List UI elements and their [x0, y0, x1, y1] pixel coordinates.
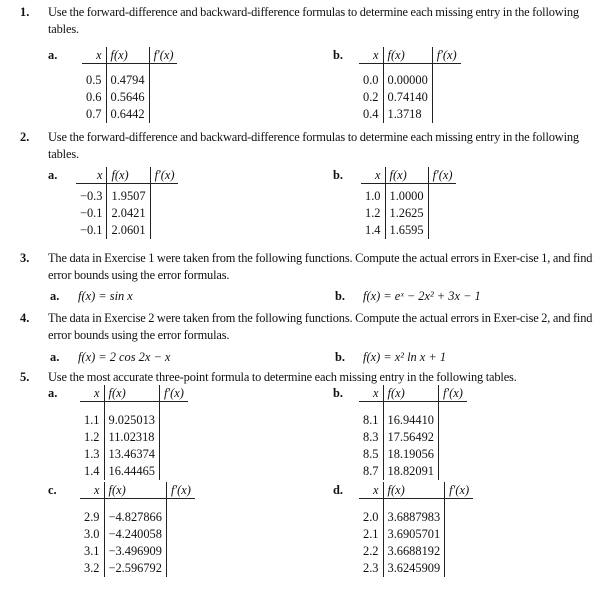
x-cell: 2.1 [359, 526, 383, 543]
fprime-cell [159, 402, 187, 430]
x-cell: 0.5 [82, 64, 106, 90]
fprime-cell [150, 205, 178, 222]
fx-cell: −4.827866 [104, 499, 166, 527]
fx-cell: 0.4794 [106, 64, 149, 90]
header-row [359, 385, 467, 402]
table-row [80, 526, 195, 543]
x-cell: 8.1 [359, 402, 383, 430]
column-header: f(x) [106, 47, 149, 64]
x-cell: 0.0 [359, 64, 383, 90]
fprime-cell [166, 499, 194, 527]
x-cell: 0.6 [82, 89, 106, 106]
header-row [82, 47, 177, 64]
formula: f(x) = x² ln x + 1 [363, 350, 447, 364]
value-table [80, 385, 188, 480]
part-label: a. [50, 289, 60, 303]
table-label: a. [48, 386, 58, 400]
x-cell: 2.9 [80, 499, 104, 527]
fprime-cell [149, 64, 177, 90]
column-header: f(x) [107, 167, 150, 184]
column-header: x [359, 385, 383, 402]
column-header: f′(x) [149, 47, 177, 64]
fprime-cell [432, 106, 460, 123]
column-header: f′(x) [166, 482, 194, 499]
header-row [76, 167, 178, 184]
column-header: f(x) [385, 167, 428, 184]
fprime-cell [445, 499, 473, 527]
x-cell: 0.4 [359, 106, 383, 123]
table-row [80, 543, 195, 560]
table-row [359, 89, 461, 106]
fprime-cell [150, 222, 178, 239]
table-label: c. [48, 483, 57, 497]
x-cell: −0.3 [76, 184, 107, 206]
x-cell: 1.4 [361, 222, 385, 239]
column-header: x [80, 385, 104, 402]
table-row [359, 446, 467, 463]
fprime-cell [438, 429, 466, 446]
table-row [359, 560, 473, 577]
fx-cell: 0.00000 [383, 64, 432, 90]
fprime-cell [445, 560, 473, 577]
fprime-cell [428, 205, 456, 222]
x-cell: 1.4 [80, 463, 104, 480]
formula: f(x) = sin x [78, 289, 133, 303]
fx-cell: 18.82091 [383, 463, 438, 480]
part-label: b. [335, 289, 345, 303]
table-row [359, 106, 461, 123]
value-table [359, 47, 461, 123]
value-table [359, 482, 473, 577]
fprime-cell [159, 463, 187, 480]
fx-cell: 2.0421 [107, 205, 150, 222]
table-row [82, 106, 177, 123]
table-label: a. [48, 48, 58, 62]
table-label: b. [333, 386, 343, 400]
column-header: x [76, 167, 107, 184]
part-b [335, 288, 481, 304]
fx-cell: 16.94410 [383, 402, 438, 430]
x-cell: 2.0 [359, 499, 383, 527]
fx-cell: 18.19056 [383, 446, 438, 463]
fx-cell: 11.02318 [104, 429, 159, 446]
x-cell: 3.1 [80, 543, 104, 560]
table-row [359, 463, 467, 480]
column-header: f′(x) [428, 167, 456, 184]
table-row [76, 205, 178, 222]
x-cell: 8.3 [359, 429, 383, 446]
exercise-text: The data in Exercise 1 were taken from the following functions. Compute the actual errors in Exer-cise 1, and find error bounds using the error formulas. [48, 251, 593, 282]
fx-cell: 13.46374 [104, 446, 159, 463]
column-header: f(x) [383, 47, 432, 64]
fprime-cell [445, 543, 473, 560]
fx-cell: 1.9507 [107, 184, 150, 206]
exercise-number: 1. [20, 5, 30, 19]
value-table [82, 47, 177, 123]
exercise-text: Use the forward-difference and backward-difference formulas to determine each missing entry in the following tables. [48, 5, 579, 36]
fprime-cell [432, 64, 460, 90]
value-table [76, 167, 178, 239]
fprime-cell [428, 222, 456, 239]
column-header: f′(x) [150, 167, 178, 184]
table-row [76, 222, 178, 239]
header-row [80, 482, 195, 499]
part-b [335, 349, 446, 365]
fx-cell: 17.56492 [383, 429, 438, 446]
fx-cell: 16.44465 [104, 463, 159, 480]
fx-cell: 1.2625 [385, 205, 428, 222]
x-cell: −0.1 [76, 205, 107, 222]
fprime-cell [159, 446, 187, 463]
fx-cell: 3.6887983 [383, 499, 445, 527]
fprime-cell [445, 526, 473, 543]
x-cell: 0.7 [82, 106, 106, 123]
fprime-cell [149, 106, 177, 123]
fprime-cell [166, 560, 194, 577]
formula: f(x) = 2 cos 2x − x [78, 350, 171, 364]
column-header: x [359, 47, 383, 64]
exercise-text: The data in Exercise 2 were taken from the following functions. Compute the actual errors in Exer-cise 2, and find error bounds using the error formulas. [48, 311, 593, 342]
table-row [359, 543, 473, 560]
column-header: f′(x) [438, 385, 466, 402]
fprime-cell [438, 402, 466, 430]
header-row [361, 167, 456, 184]
fx-cell: 9.025013 [104, 402, 159, 430]
fprime-cell [428, 184, 456, 206]
table-row [80, 560, 195, 577]
column-header: f(x) [104, 482, 166, 499]
fx-cell: 0.5646 [106, 89, 149, 106]
fx-cell: 0.74140 [383, 89, 432, 106]
fx-cell: −4.240058 [104, 526, 166, 543]
x-cell: 1.1 [80, 402, 104, 430]
table-row [76, 184, 178, 206]
table-row [361, 222, 456, 239]
x-cell: 8.5 [359, 446, 383, 463]
exercise-number: 3. [20, 251, 30, 265]
table-row [82, 64, 177, 90]
column-header: f′(x) [432, 47, 460, 64]
table-row [359, 526, 473, 543]
value-table [80, 482, 195, 577]
x-cell: 3.2 [80, 560, 104, 577]
x-cell: 1.3 [80, 446, 104, 463]
table-row [359, 64, 461, 90]
column-header: x [359, 482, 383, 499]
fx-cell: 1.3718 [383, 106, 432, 123]
table-label: a. [48, 168, 58, 182]
table-row [359, 429, 467, 446]
table-row [359, 402, 467, 430]
x-cell: 1.2 [361, 205, 385, 222]
fx-cell: −3.496909 [104, 543, 166, 560]
exercise-number: 2. [20, 130, 30, 144]
column-header: f′(x) [445, 482, 473, 499]
formula: f(x) = eˣ − 2x² + 3x − 1 [363, 289, 481, 303]
column-header: f(x) [104, 385, 159, 402]
x-cell: 0.2 [359, 89, 383, 106]
x-cell: 3.0 [80, 526, 104, 543]
column-header: x [80, 482, 104, 499]
exercise-text: Use the forward-difference and backward-difference formulas to determine each missing entry in the following tables. [48, 130, 579, 161]
fprime-cell [149, 89, 177, 106]
fprime-cell [159, 429, 187, 446]
part-label: b. [335, 350, 345, 364]
fx-cell: 3.6905701 [383, 526, 445, 543]
fx-cell: −2.596792 [104, 560, 166, 577]
x-cell: 2.2 [359, 543, 383, 560]
column-header: f′(x) [159, 385, 187, 402]
column-header: f(x) [383, 482, 445, 499]
part-a [50, 288, 133, 304]
x-cell: 1.0 [361, 184, 385, 206]
table-row [80, 446, 188, 463]
table-row [359, 499, 473, 527]
fx-cell: 1.0000 [385, 184, 428, 206]
x-cell: 1.2 [80, 429, 104, 446]
value-table [359, 385, 467, 480]
table-label: b. [333, 48, 343, 62]
header-row [359, 482, 473, 499]
table-row [80, 463, 188, 480]
x-cell: −0.1 [76, 222, 107, 239]
fprime-cell [166, 543, 194, 560]
fprime-cell [166, 526, 194, 543]
part-a [50, 349, 170, 365]
table-row [80, 429, 188, 446]
table-row [80, 499, 195, 527]
exercise-number: 5. [20, 370, 30, 384]
table-row [361, 205, 456, 222]
fx-cell: 0.6442 [106, 106, 149, 123]
column-header: f(x) [383, 385, 438, 402]
fprime-cell [438, 463, 466, 480]
table-row [82, 89, 177, 106]
column-header: x [82, 47, 106, 64]
x-cell: 2.3 [359, 560, 383, 577]
table-label: d. [333, 483, 343, 497]
exercise-text: Use the most accurate three-point formula to determine each missing entry in the following tables. [48, 370, 517, 384]
fx-cell: 1.6595 [385, 222, 428, 239]
fprime-cell [150, 184, 178, 206]
fx-cell: 3.6245909 [383, 560, 445, 577]
fprime-cell [432, 89, 460, 106]
fprime-cell [438, 446, 466, 463]
header-row [359, 47, 461, 64]
part-label: a. [50, 350, 60, 364]
table-label: b. [333, 168, 343, 182]
fx-cell: 3.6688192 [383, 543, 445, 560]
header-row [80, 385, 188, 402]
table-row [80, 402, 188, 430]
fx-cell: 2.0601 [107, 222, 150, 239]
table-row [361, 184, 456, 206]
column-header: x [361, 167, 385, 184]
value-table [361, 167, 456, 239]
exercise-number: 4. [20, 311, 30, 325]
x-cell: 8.7 [359, 463, 383, 480]
